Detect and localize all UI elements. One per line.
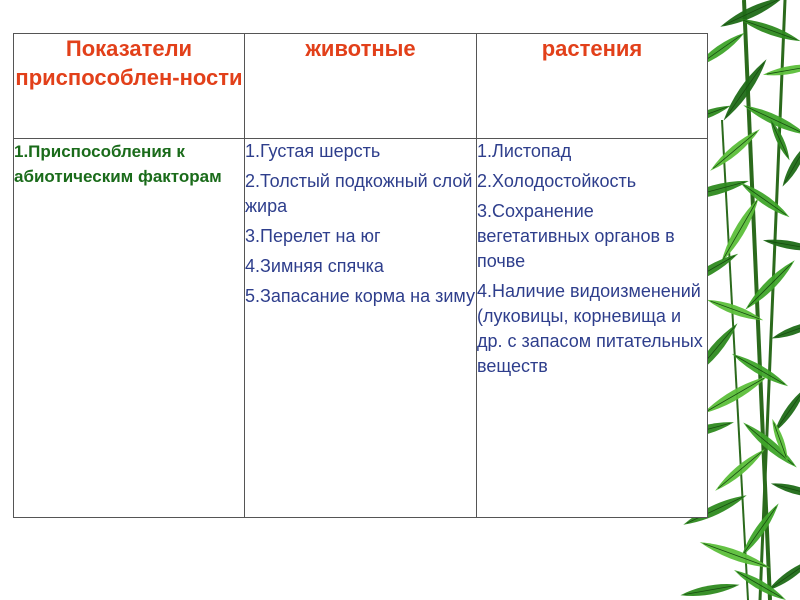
list-item: 3.Перелет на юг	[245, 226, 381, 246]
list-item: 2.Толстый подкожный слой жира	[245, 171, 473, 216]
list-item: 1.Густая шерсть	[245, 141, 381, 161]
category-cell: 1.Приспособления к абиотическим факторам	[14, 139, 245, 518]
header-plants: растения	[477, 34, 708, 139]
header-animals: животные	[245, 34, 477, 139]
list-item: 4.Наличие видоизменений (луковицы, корневища и др. с запасом питательных веществ	[477, 281, 703, 376]
list-item: 2.Холодостойкость	[477, 171, 637, 191]
table-row	[14, 139, 708, 518]
plants-cell	[477, 139, 708, 518]
adaptation-table	[13, 33, 708, 518]
animals-cell	[245, 139, 477, 518]
list-item: 1.Листопад	[477, 141, 572, 161]
header-indicators: Показатели приспособлен-ности	[14, 34, 245, 139]
header-row	[14, 34, 708, 139]
list-item: 3.Сохранение вегетативных органов в почве	[477, 201, 675, 271]
list-item: 5.Запасание корма на зиму	[245, 286, 475, 306]
list-item: 4.Зимняя спячка	[245, 256, 384, 276]
